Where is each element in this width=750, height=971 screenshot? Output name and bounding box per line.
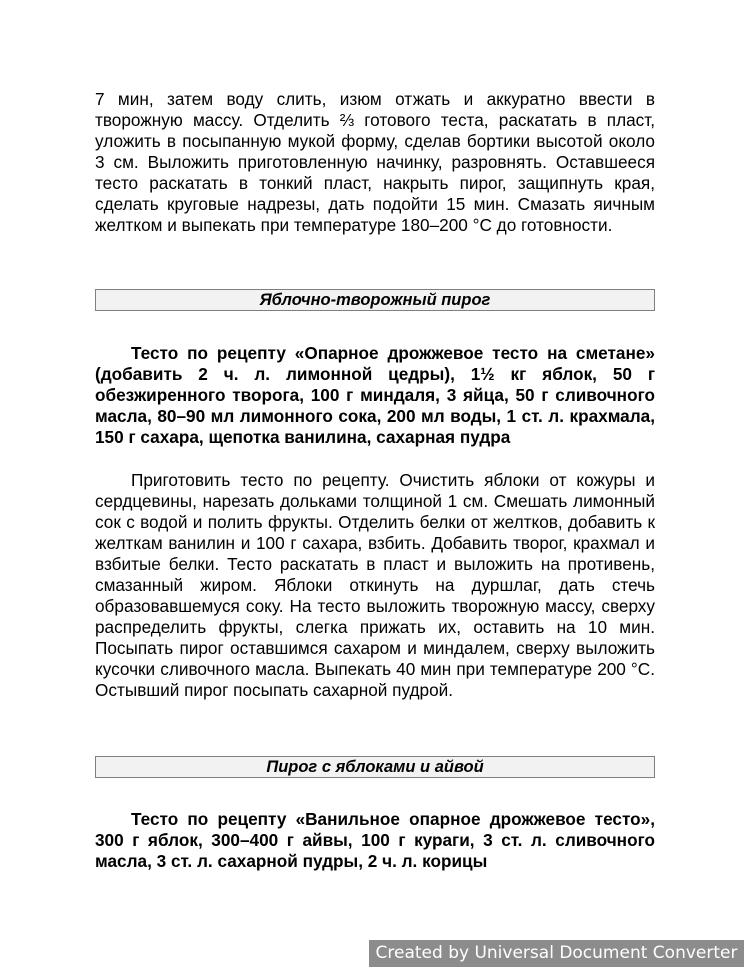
recipe-ingredients-apple-quince-pie: Тесто по рецепту «Ванильное опарное дрожжевое тесто», 300 г яблок, 300–400 г айвы, 100 г кураги, 3 ст. л. сливочного масла, 3 ст. л. сахарной пудры, 2 ч. л. корицы (95, 809, 655, 871)
recipe-title-apple-curd-pie: Яблочно-творожный пирог (95, 289, 655, 311)
recipe-title-apple-quince-pie: Пирог с яблоками и айвой (95, 756, 655, 778)
recipe-ingredients-apple-curd-pie: Тесто по рецепту «Опарное дрожжевое тесто на сметане» (добавить 2 ч. л. лимонной цедры), 1½ кг яблок, 50 г обезжиренного творога, 100 г миндаля, 3 яйца, 50 г сливочного масла, 80–90 мл лимонного сока, 200 мл воды, 1 ст. л. крахмала, 150 г сахара, щепотка ванилина, сахарная пудра (95, 343, 655, 447)
intro-paragraph: 7 мин, затем воду слить, изюм отжать и аккуратно ввести в творожную массу. Отделить ⅔ готового теста, раскатать в пласт, уложить в посыпанную мукой форму, сделав бортики высотой около 3 см. Выложить приготовленную начинку, разровнять. Оставшееся тесто раскатать в тонкий пласт, накрыть пирог, защипнуть края, сделать круговые надрезы, дать подойти 15 мин. Смазать яичным желтком и выпекать при температуре 180–200 °C до готовности. (95, 89, 655, 235)
converter-watermark: Created by Universal Document Converter (369, 940, 744, 967)
recipe-instructions-apple-curd-pie: Приготовить тесто по рецепту. Очистить яблоки от кожуры и сердцевины, нарезать дольками толщиной 1 см. Смешать лимонный сок с водой и полить фрукты. Отделить белки от желтков, добавить к желткам ванилин и 100 г сахара, взбить. Добавить творог, крахмал и взбитые белки. Тесто раскатать в пласт и выложить на противень, смазанный жиром. Яблоки откинуть на дуршлаг, дать стечь образовавшемуся соку. На тесто выложить творожную массу, сверху распределить фрукты, слегка прижать их, оставить на 10 мин. Посыпать пирог оставшимся сахаром и миндалем, сверху выложить кусочки сливочного масла. Выпекать 40 мин при температуре 200 °C. Остывший пирог посыпать сахарной пудрой. (95, 470, 655, 700)
